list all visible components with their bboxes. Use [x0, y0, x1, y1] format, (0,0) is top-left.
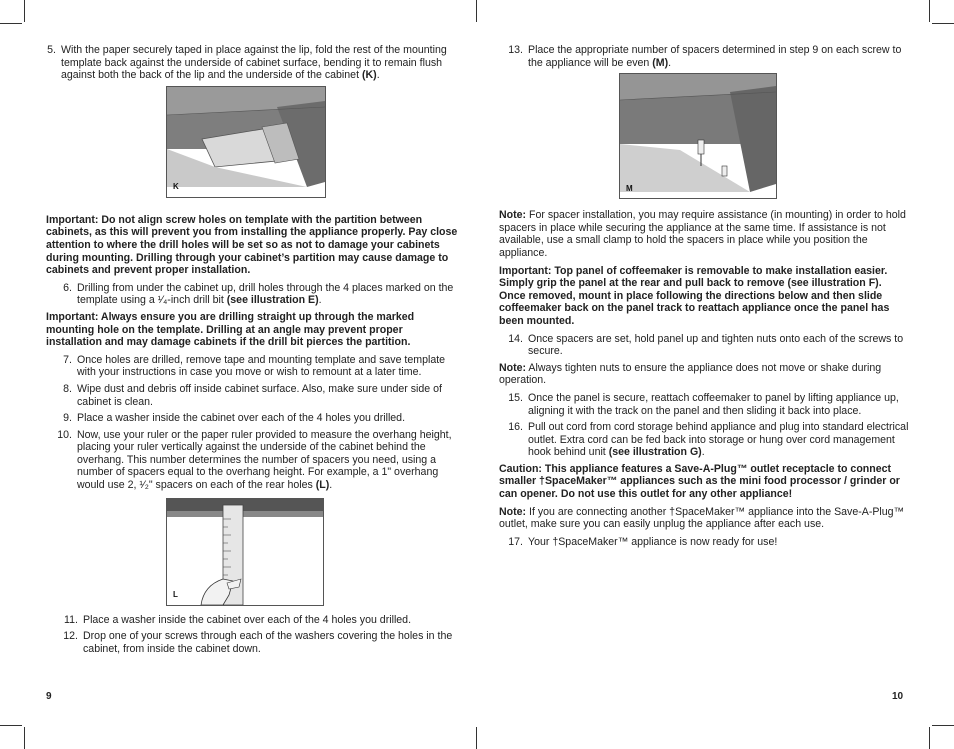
- step-number: 6.: [63, 281, 72, 294]
- step-16: 16. Pull out cord from cord storage behind appliance and plug into standard electrical outlet. Extra cord can be fed back into storage or hung over cord management hook behind unit (see illustration G).: [503, 421, 909, 459]
- step-text: Drilling from under the cabinet up, drill holes through the 4 places marked on the template using a ¹⁄₄-inch drill bit: [77, 281, 454, 307]
- step-number: 12.: [63, 630, 78, 643]
- step-number: 5.: [47, 44, 56, 56]
- step-text: Drop one of your screws through each of the washers covering the holes in the cabinet, from inside the cabinet down.: [83, 630, 453, 655]
- step-text: With the paper securely taped in place against the lip, fold the rest of the mounting template back against the underside of cabinet surface, bending it to remain flush against both the back of the lip and the underside of the cabinet: [61, 44, 447, 82]
- step-text: Once spacers are set, hold panel up and tighten nuts onto each of the screws to secure.: [528, 332, 904, 358]
- step-number: 15.: [508, 391, 523, 404]
- step-14: [503, 333, 909, 358]
- cabinet-underside-illustration: [167, 87, 325, 197]
- step-12: [50, 630, 458, 655]
- illustration-l: [166, 498, 324, 606]
- step-text: Once the panel is secure, reattach coffeemaker to panel by lifting appliance up, aligning it with the track on the panel and then sliding it back into place.: [528, 391, 899, 417]
- step-11: [50, 614, 458, 627]
- step-number: 10.: [57, 428, 72, 441]
- crop-mark: [0, 23, 22, 24]
- figure-label: M: [626, 183, 633, 193]
- illustration-ref: (see illustration E): [226, 294, 319, 307]
- step-text: Place the appropriate number of spacers determined in step 9 on each screw to the appliance will be even: [528, 44, 902, 69]
- crop-mark: [932, 23, 954, 24]
- crop-mark: [929, 727, 930, 749]
- illustration-ref: (L): [315, 479, 330, 492]
- step-text: Place a washer inside the cabinet over each of the 4 holes you drilled.: [83, 613, 412, 626]
- left-page: [46, 44, 458, 659]
- step-text: Now, use your ruler or the paper ruler provided to measure the overhang height, placing your ruler vertically against the underside of the cabinet behind the overhang. This number determines the number of spacers you need, using a number of spacers equal to the overhang height. For example, a 1" overhang would use 2, ¹⁄₂" spacers on each of the rear holes: [77, 428, 452, 492]
- page-number: 10: [892, 691, 904, 702]
- step-number: 17.: [508, 535, 523, 548]
- note: Note: Always tighten nuts to ensure the appliance does not move or shake during operation.: [499, 361, 882, 387]
- step-15: [503, 392, 909, 417]
- crop-mark: [24, 0, 25, 22]
- ruler-measurement-illustration: [167, 499, 323, 605]
- right-page: [499, 44, 909, 552]
- step-9: [56, 412, 458, 425]
- step-number: 13.: [508, 44, 523, 56]
- step-10: 10. Now, use your ruler or the paper ruler provided to measure the overhang height, placing your ruler vertically against the underside of the cabinet behind the overhang. This number determines the number of spacers you need, using a number of spacers equal to the overhang height. For example, a 1" overhang would use 2, ¹⁄₂" spacers on each of the rear holes (L).: [50, 429, 458, 492]
- caution-note: Caution: This appliance features a Save-A-Plug™ outlet receptacle to connect smaller †SpaceMaker™ appliances such as the mini food processor / grinder or can opener. Do not use this outlet for any other appliance!: [499, 462, 900, 501]
- step-6: 6. Drilling from under the cabinet up, drill holes through the 4 places marked on the template using a ¹⁄₄-inch drill bit (see illustration E).: [56, 282, 458, 307]
- note: Note: For spacer installation, you may require assistance (in mounting) in order to hold spacers in place while securing the appliance at the same time. If assistance is not available, use a small clamp to hold the spacers in place while you position the appliance.: [499, 209, 906, 259]
- crop-mark: [929, 0, 930, 22]
- step-8: [56, 383, 458, 408]
- step-number: 9.: [63, 412, 72, 425]
- crop-mark: [476, 727, 477, 749]
- step-text: Wipe dust and debris off inside cabinet surface. Also, make sure under side of cabinet is clean.: [77, 382, 442, 408]
- step-text: Pull out cord from cord storage behind appliance and plug into standard electrical outlet. Extra cord can be fed back into storage or hung over cord management hook behind unit: [528, 421, 909, 459]
- important-note: Important: Do not align screw holes on template with the partition between cabinets, as this will prevent you from installing the appliance properly. Pay close attention to where the drill holes will be set so as not to damage your cabinets during mounting. Drilling through your cabinet’s partition may cause damage to cabinets and prevent proper installation.: [46, 213, 458, 277]
- step-text: Place a washer inside the cabinet over each of the 4 holes you drilled.: [77, 412, 406, 425]
- step-13: 13. Place the appropriate number of spacers determined in step 9 on each screw to the appliance will be even (M).: [503, 44, 909, 69]
- step-text: Once holes are drilled, remove tape and mounting template and save template with your instructions in case you move or wish to remount at a later time.: [77, 353, 446, 379]
- figure-label: K: [173, 182, 179, 192]
- step-7: [56, 354, 458, 379]
- spacer-installation-illustration: [620, 74, 776, 198]
- important-note: Important: Top panel of coffeemaker is removable to make installation easier. Simply grip the panel at the rear and pull back to remove (see illustration F). Once removed, mount in place following the directions below and then slide coffeemaker back on the panel track to reattach appliance once the panel has been mounted.: [499, 264, 890, 327]
- crop-mark: [476, 0, 477, 22]
- page-number: 9: [46, 691, 52, 702]
- step-number: 7.: [63, 353, 72, 366]
- step-number: 8.: [63, 382, 72, 395]
- figure-label: L: [173, 590, 178, 600]
- step-number: 11.: [64, 613, 78, 626]
- crop-mark: [0, 725, 22, 726]
- illustration-ref: (K): [361, 69, 377, 82]
- step-number: 14.: [508, 332, 523, 345]
- step-text: Your †SpaceMaker™ appliance is now ready for use!: [528, 535, 778, 548]
- important-note: Important: Always ensure you are drilling straight up through the marked mounting hole on the template. Drilling at an angle may prevent proper installation and may damage cabinets if the drill bit pierces the partition.: [46, 310, 415, 349]
- step-5: 5. With the paper securely taped in place against the lip, fold the rest of the mounting template back against the underside of cabinet surface, bending it to remain flush against both the back of the lip and the underside of the cabinet (K).: [47, 44, 447, 82]
- crop-mark: [24, 727, 25, 749]
- step-number: 16.: [508, 421, 523, 434]
- illustration-ref: (M): [652, 56, 669, 69]
- note: Note: If you are connecting another †SpaceMaker™ appliance into the Save-A-Plug™ outlet, make sure you can easily unplug the appliance after each use.: [499, 505, 905, 531]
- step-17: [503, 536, 909, 549]
- illustration-ref: (see illustration G): [608, 446, 702, 459]
- illustration-k: [166, 86, 326, 198]
- crop-mark: [932, 725, 954, 726]
- illustration-m: [619, 73, 777, 199]
